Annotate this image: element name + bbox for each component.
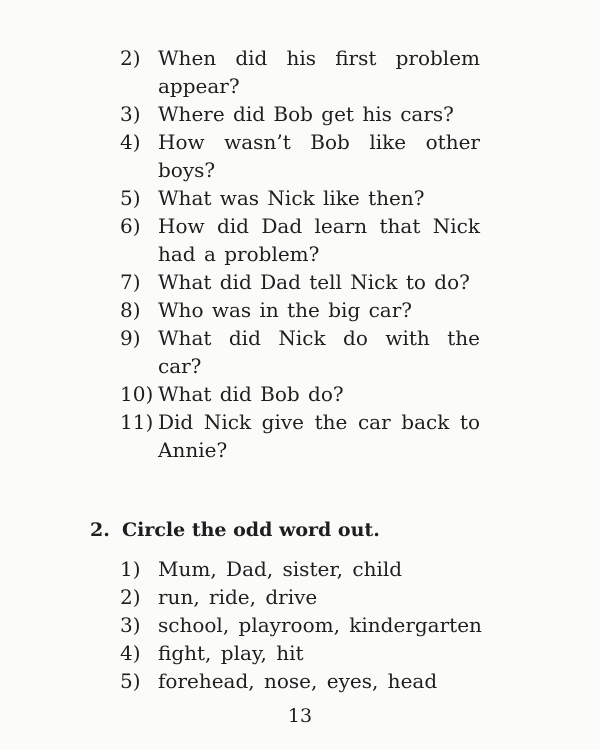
question-item <box>120 324 480 380</box>
word-group-item <box>120 667 500 695</box>
question-text: How wasn’t Bob like other boys? <box>158 130 480 182</box>
question-text: Where did Bob get his cars? <box>158 102 454 126</box>
question-item <box>120 212 480 268</box>
question-text: What did Bob do? <box>158 382 344 406</box>
word-group-text: school, playroom, kindergarten <box>158 613 482 637</box>
item-number: 4) <box>120 641 141 665</box>
exercise-1-question-list <box>120 44 480 464</box>
item-number: 2) <box>120 585 141 609</box>
exercise-instruction: Circle the odd word out. <box>122 519 380 541</box>
item-number: 3) <box>120 613 141 637</box>
question-item <box>120 380 480 408</box>
question-item <box>120 44 480 100</box>
page-number: 13 <box>287 705 313 727</box>
word-group-text: Mum, Dad, sister, child <box>158 557 403 581</box>
question-text: What did Nick do with the car? <box>158 326 480 378</box>
exercise-2-heading <box>90 516 380 544</box>
word-group-item <box>120 583 500 611</box>
item-number: 1) <box>120 557 141 581</box>
question-number: 11) <box>120 410 154 434</box>
question-text: How did Dad learn that Nick had a problem? <box>158 214 480 266</box>
question-item <box>120 128 480 184</box>
question-number: 10) <box>120 382 154 406</box>
question-number: 6) <box>120 214 141 238</box>
exercise-number: 2. <box>90 519 110 541</box>
question-number: 9) <box>120 326 141 350</box>
item-number: 5) <box>120 669 141 693</box>
question-item <box>120 268 480 296</box>
word-group-item <box>120 555 500 583</box>
word-group-text: run, ride, drive <box>158 585 318 609</box>
question-number: 4) <box>120 130 141 154</box>
question-text: Did Nick give the car back to Annie? <box>158 410 480 462</box>
question-item <box>120 100 480 128</box>
word-group-item <box>120 611 500 639</box>
question-text: What was Nick like then? <box>158 186 425 210</box>
question-text: When did his first problem appear? <box>158 46 480 98</box>
question-item <box>120 408 480 464</box>
question-number: 7) <box>120 270 141 294</box>
question-number: 8) <box>120 298 141 322</box>
question-number: 3) <box>120 102 141 126</box>
question-number: 5) <box>120 186 141 210</box>
question-number: 2) <box>120 46 141 70</box>
word-group-text: fight, play, hit <box>158 641 304 665</box>
word-group-item <box>120 639 500 667</box>
word-group-text: forehead, nose, eyes, head <box>158 669 438 693</box>
question-text: Who was in the big car? <box>158 298 413 322</box>
exercise-2-word-list <box>120 555 500 695</box>
question-item <box>120 184 480 212</box>
question-item <box>120 296 480 324</box>
question-text: What did Dad tell Nick to do? <box>158 270 470 294</box>
